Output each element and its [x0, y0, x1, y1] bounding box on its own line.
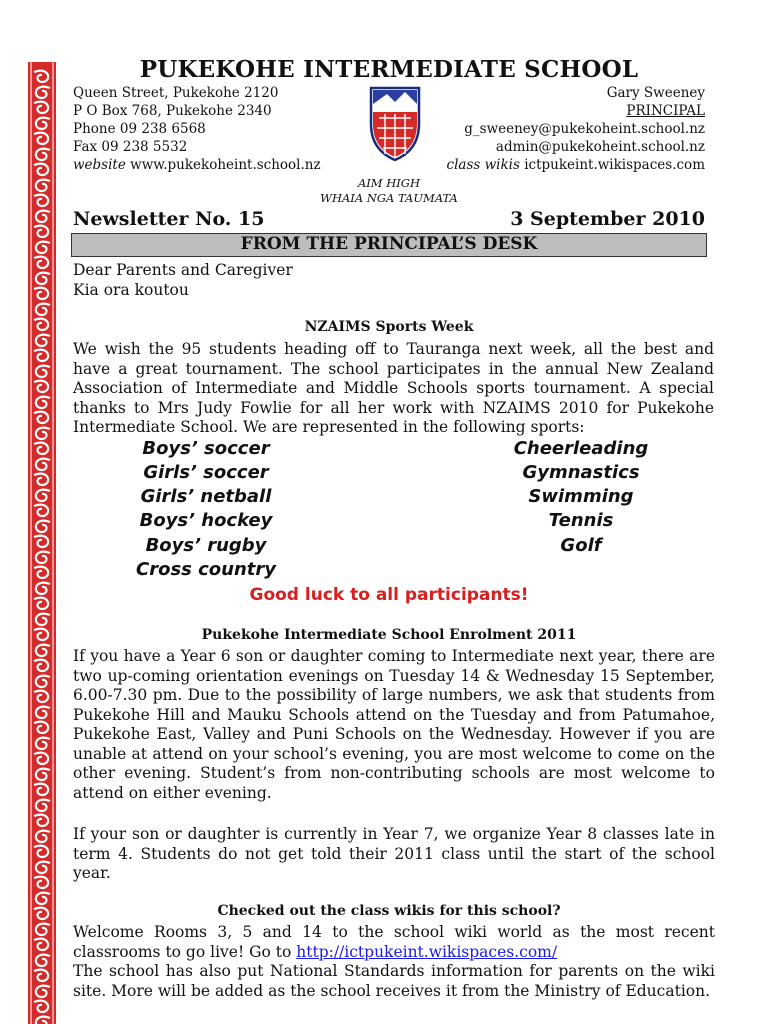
sport-item: Girls’ netball — [140, 486, 272, 507]
sport-item: Tennis — [548, 510, 614, 531]
website-line — [73, 156, 321, 174]
address-street: Queen Street, Pukekohe 2120 — [73, 85, 279, 101]
greeting-line-2: Kia ora koutou — [73, 280, 189, 299]
fax-number: Fax 09 238 5532 — [73, 139, 188, 155]
sport-item: Gymnastics — [522, 462, 640, 483]
greeting-line-1: Dear Parents and Caregiver — [73, 261, 293, 279]
newsletter-date: 3 September 2010 — [510, 208, 705, 230]
sport-item: Girls’ soccer — [143, 462, 269, 483]
school-crest-logo — [369, 84, 421, 162]
wiki-link[interactable]: http://ictpukeint.wikispaces.com/ — [296, 942, 558, 961]
sport-item: Golf — [560, 535, 602, 556]
sport-item: Boys’ hockey — [139, 510, 273, 531]
kowhaiwhai-border — [28, 62, 56, 1024]
school-title: PUKEKOHE INTERMEDIATE SCHOOL — [139, 56, 639, 83]
enrolment-heading: Pukekohe Intermediate School Enrolment 2011 — [201, 627, 577, 643]
greeting — [73, 261, 715, 300]
wikis-paragraph-2: The school has also put National Standards information for parents on the wiki site. More will be added as the school receives it from the Ministry of Education. — [73, 962, 715, 1000]
contact-block-right — [447, 84, 705, 174]
admin-email[interactable]: admin@pukekoheint.school.nz — [495, 139, 705, 155]
enrolment-paragraph-2: If your son or daughter is currently in Year 7, we organize Year 8 classes late in term 4. Students do not get told their 2011 class until the start of the school year. — [73, 825, 715, 882]
wikis-paragraph-1 — [73, 923, 715, 962]
sport-item: Cross country — [135, 559, 277, 580]
motto-english: AIM HIGH — [357, 176, 421, 190]
sports-week-paragraph: We wish the 95 students heading off to Tauranga next week, all the best and have a great tournament. The school participates in the annual New Zealand Association of Intermediate and Middle Schools sports tournament. A special thanks to Mrs Judy Fowlie for all her work with NZAIMS 2010 for Pukekohe Intermediate School. We are represented in the following sports: — [73, 340, 714, 436]
website-label: website — [73, 157, 126, 173]
wikis-line — [447, 156, 705, 174]
newsletter-number: Newsletter No. 15 — [73, 208, 265, 230]
principal-email[interactable]: g_sweeney@pukekoheint.school.nz — [464, 121, 705, 137]
contact-block-left — [73, 84, 321, 174]
sport-item: Boys’ soccer — [142, 438, 270, 459]
address-po-box: P O Box 768, Pukekohe 2340 — [73, 103, 272, 119]
section-title-bar: FROM THE PRINCIPAL’S DESK — [71, 233, 707, 257]
enrolment-paragraph-1: If you have a Year 6 son or daughter coming to Intermediate next year, there are two up-coming orientation evenings on Tuesday 14 & Wednesday 15 September, 6.00-7.30 pm. Due to the possibility of large numbers, we ask that students from Pukekohe Hill and Mauku Schools attend on the Tuesday and from Patumahoe, Pukekohe East, Valley and Puni Schools on the Wednesday. However if you are unable at attend on your school’s evening, you are most welcome to come on the other evening. Student’s from non-contributing schools are most welcome to attend on either evening. — [73, 647, 715, 802]
motto-maori: WHAIA NGA TAUMATA — [320, 191, 458, 205]
sport-item: Boys’ rugby — [145, 535, 267, 556]
wikis-label: class wikis — [446, 157, 520, 173]
principal-title: PRINCIPAL — [626, 103, 705, 119]
good-luck-message: Good luck to all participants! — [249, 585, 529, 605]
newsletter-info-row — [73, 208, 705, 230]
website-url[interactable]: www.pukekoheint.school.nz — [130, 157, 321, 173]
wikis-paragraph-text: Welcome Rooms 3, 5 and 14 to the school wiki world as the most recent classrooms to go live! Go to — [73, 923, 715, 961]
wikis-heading: Checked out the class wikis for this school? — [217, 903, 561, 919]
sports-week-heading: NZAIMS Sports Week — [304, 319, 474, 335]
wikis-url[interactable]: ictpukeint.wikispaces.com — [524, 157, 705, 173]
sport-item: Cheerleading — [513, 438, 649, 459]
school-motto — [73, 176, 705, 206]
principal-name: Gary Sweeney — [606, 85, 705, 101]
phone-number: Phone 09 238 6568 — [73, 121, 206, 137]
sport-item: Swimming — [528, 486, 634, 507]
